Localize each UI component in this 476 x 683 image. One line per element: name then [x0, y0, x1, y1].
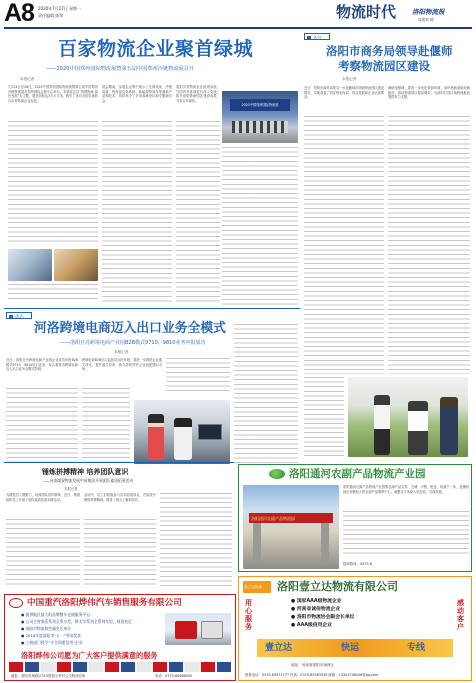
masthead [0, 0, 476, 30]
section-tag-label: 动态 [15, 314, 24, 320]
truck-cab [175, 621, 197, 639]
ad-title: 洛阳通河农副产品物流产业园 [289, 468, 426, 480]
page-number: A8 [4, 0, 34, 27]
article-cross-border [4, 308, 300, 466]
article-paragraph: 跨境电商B2B出口监管试点的开展，将进一步降低企业通关成本，提升通关效率，助力洛阳外贸企业拓展国际市场。 [82, 358, 162, 372]
ad-list [21, 611, 151, 647]
article-paragraph: 为增强员工凝聚力，培养团队协作精神，近日，集团组织员工开展了团队素质拓展训练活动。 [6, 493, 80, 502]
expo-hall-photo [222, 91, 298, 143]
brand-logo: 洛阳物流报 [412, 8, 445, 16]
official-figure [440, 397, 458, 455]
ad-address: 地址：河南省洛阳市涧西区 [291, 663, 335, 667]
text-column [8, 121, 98, 245]
article-paragraph: 展会期间，参展企业集中展示了仓储设备、冷链装备、物流信息化系统、新能源物流车等最新产品和技术，同时举办了多场高峰论坛和专题研讨会。 [102, 85, 172, 103]
ad-banner [257, 639, 453, 657]
article-commerce-bureau [302, 31, 472, 459]
issue-date: 2020年7月27日 星期一 [38, 6, 82, 11]
text-column [166, 358, 230, 394]
honor-item: ● 洛阳市物流协会副会长单位 [291, 615, 355, 620]
ad-list-item: ● 2018年度洛阳市“五一”劳动奖状 [21, 633, 81, 638]
gate-pillar [253, 523, 261, 563]
gate-pillar [321, 523, 329, 563]
square-icon [307, 36, 311, 40]
article-byline: 本报记者 [64, 487, 78, 491]
ad-list-item: ● 公司主营豪沃系列全系车型，斯太尔系列全系列车型，现货充足 [21, 619, 132, 624]
article-paragraph: 调研组强调，要进一步优化营商环境，加快物流基础设施建设，推动物流园区提质增效，为洛阳打造区域物流枢纽提供有力支撑。 [388, 86, 470, 100]
ad-title: 洛阳壹立达物流有限公司 [277, 580, 398, 593]
ad-list-item: ● 提供地区最大的品牌整车仓储服务平台 [21, 612, 91, 617]
caption-lines [8, 284, 98, 300]
computer-monitor [198, 424, 222, 440]
ad-body: 洛阳通河农副产品物流产业园集农副产品交易、仓储、冷链、配送、检测于一体，是豫西地区规模较大的农副产品集散中心。诚邀各方客商入驻经营，共谋发展。 [343, 485, 469, 494]
article-subtitle: ——洛阳豆丹跨境电商产业园B2B模式9710、9810业务申报成功 [60, 340, 206, 346]
gate-arch [249, 513, 333, 523]
article-paragraph: 7月24日至26日，2020中国郑州国际物流展暨第五届中国郑州冷链物流展在郑州国际会展中心举办。本届展会以“智慧物流 绿色发展”为主题，展览面积达3万平方米，吸引了来自全国各地的百余家物流企业参展。 [8, 85, 98, 103]
leaf-logo-icon [269, 469, 285, 479]
ad-slogan: 洛阳烨伟公司愿为广大客户提供满意的服务 [21, 651, 158, 660]
banner-word: 快运 [341, 643, 360, 653]
square-icon [9, 315, 13, 319]
masthead-rule [4, 27, 472, 29]
text-column [222, 147, 298, 305]
inspection-photo [348, 377, 468, 457]
truck-cab [201, 621, 223, 639]
section-divider [4, 308, 300, 309]
text-column [6, 388, 78, 464]
gate-text: 洛阳通河农副产品物流园 [251, 515, 295, 521]
ad-contact: 联系电话：0379-65971777 传真：0379-65983939 邮箱：13303798008@qq.com [245, 673, 379, 677]
article-subtitle: ——2020中国郑州国际物流展暨第五届中国郑州冷链物流展召开 [46, 66, 195, 72]
sinotruk-logo-icon [9, 598, 23, 608]
text-column [388, 116, 470, 374]
official-figure [374, 395, 390, 455]
ad-body-lines [343, 511, 469, 557]
text-column [82, 388, 130, 464]
article-byline: 本报记者 [342, 77, 357, 81]
ad-title: 中国重汽洛阳烨伟汽车销售服务有限公司 [27, 598, 182, 608]
ad-left-slogan: 用心服务 [245, 599, 252, 631]
text-column [6, 519, 80, 587]
staff-figure [148, 414, 164, 460]
truck-photo [165, 613, 231, 645]
article-team-building [4, 462, 234, 590]
ad-agri-market [238, 464, 472, 572]
honor-item: ● 河南省诚信物流企业 [291, 607, 341, 612]
ad-right-slogan: 感动客户 [457, 599, 464, 631]
ad-phone: 电话：0379-60686000 [155, 674, 193, 678]
staff-figure [174, 418, 192, 460]
article-subtitle: ——河南煤炭物流发展中原集团开展团队素质拓展活动 [42, 478, 134, 483]
editor-line: 责任编辑 陈荣 [38, 13, 64, 18]
expo-banner-text: 2020中国郑州国际物流展 [241, 103, 279, 107]
article-paragraph: 洛阳多家物流企业组团参展，与国内外客商进行深入交流，推介洛阳物流园区建设成果，寻求合作商机。 [176, 85, 220, 103]
ad-contact: 招商热线：0379-6 [343, 562, 372, 566]
market-gate-photo [243, 485, 339, 569]
article-headline: 河洛跨境电商迈入出口业务全模式 [34, 321, 226, 336]
booth-visitors-photo [54, 249, 98, 281]
text-column [304, 116, 384, 374]
text-column [160, 493, 232, 587]
honor-item: ● AAA级信用企业 [291, 623, 332, 628]
text-column [84, 519, 156, 587]
text-column [176, 121, 220, 305]
text-column [234, 324, 298, 464]
article-headline: 洛阳市商务局领导赴偃师 [326, 44, 453, 58]
ad-yilida-logistics [238, 576, 472, 681]
truck-lineup-strip [9, 662, 231, 672]
official-figure [408, 401, 428, 455]
article-paragraph: 近日，洛阳市商务局领导一行赴偃师市调研物流园区建设情况，实地查看了园区规划布局、项目进展和企业运营情况。 [304, 86, 384, 100]
article-byline: 本报记者 [114, 350, 129, 354]
article-byline: 本报记者 [20, 77, 35, 81]
issue-line: 周报第 期 [418, 18, 434, 22]
ad-list-item: ● 洛阳市物流协会副会长单位 [21, 626, 72, 631]
section-divider [4, 462, 234, 463]
honor-item: ● 国家AAA级物流企业 [291, 599, 342, 604]
article-headline-line2: 考察物流园区建设 [338, 59, 430, 73]
company-logo [243, 581, 271, 593]
honor-list [291, 598, 421, 636]
banner-word: 专线 [407, 643, 426, 653]
stage-people [232, 121, 288, 133]
ad-truck-dealer [4, 594, 236, 681]
banner-word: 壹立达 [265, 643, 293, 653]
text-column [102, 121, 172, 305]
article-paragraph: 活动中，员工们积极参与各项拓展项目，在挑战中锤炼拼搏精神，增进了相互了解和信任。 [84, 493, 156, 502]
article-logistics-expo [4, 31, 300, 307]
section-tag [304, 33, 330, 40]
ad-list-item: ● 工商部门授予“守合同重信用”企业 [21, 640, 83, 645]
section-tag-label: 关注 [313, 35, 322, 41]
expo-banner [230, 99, 290, 111]
section-tag [6, 312, 32, 319]
text-column [304, 377, 344, 457]
customs-office-photo [134, 400, 230, 464]
article-headline: 锤炼拼搏精神 培养团队意识 [42, 468, 129, 476]
article-headline: 百家物流企业聚首绿城 [58, 38, 254, 60]
ad-address: 地址：洛阳市涧西区310国道小李村立交桥西北角 [11, 674, 86, 678]
article-paragraph: 近日，洛阳豆丹跨境电商产业园企业成功申报B2B模式9710、9810出口业务，标志着我市跨境电商迈入出口业务全模式阶段。 [6, 358, 78, 372]
page-title: 物流时代 [336, 3, 397, 21]
warehouse-robot-photo [8, 249, 52, 281]
company-logo-text: 壹立达物流 [244, 584, 262, 589]
